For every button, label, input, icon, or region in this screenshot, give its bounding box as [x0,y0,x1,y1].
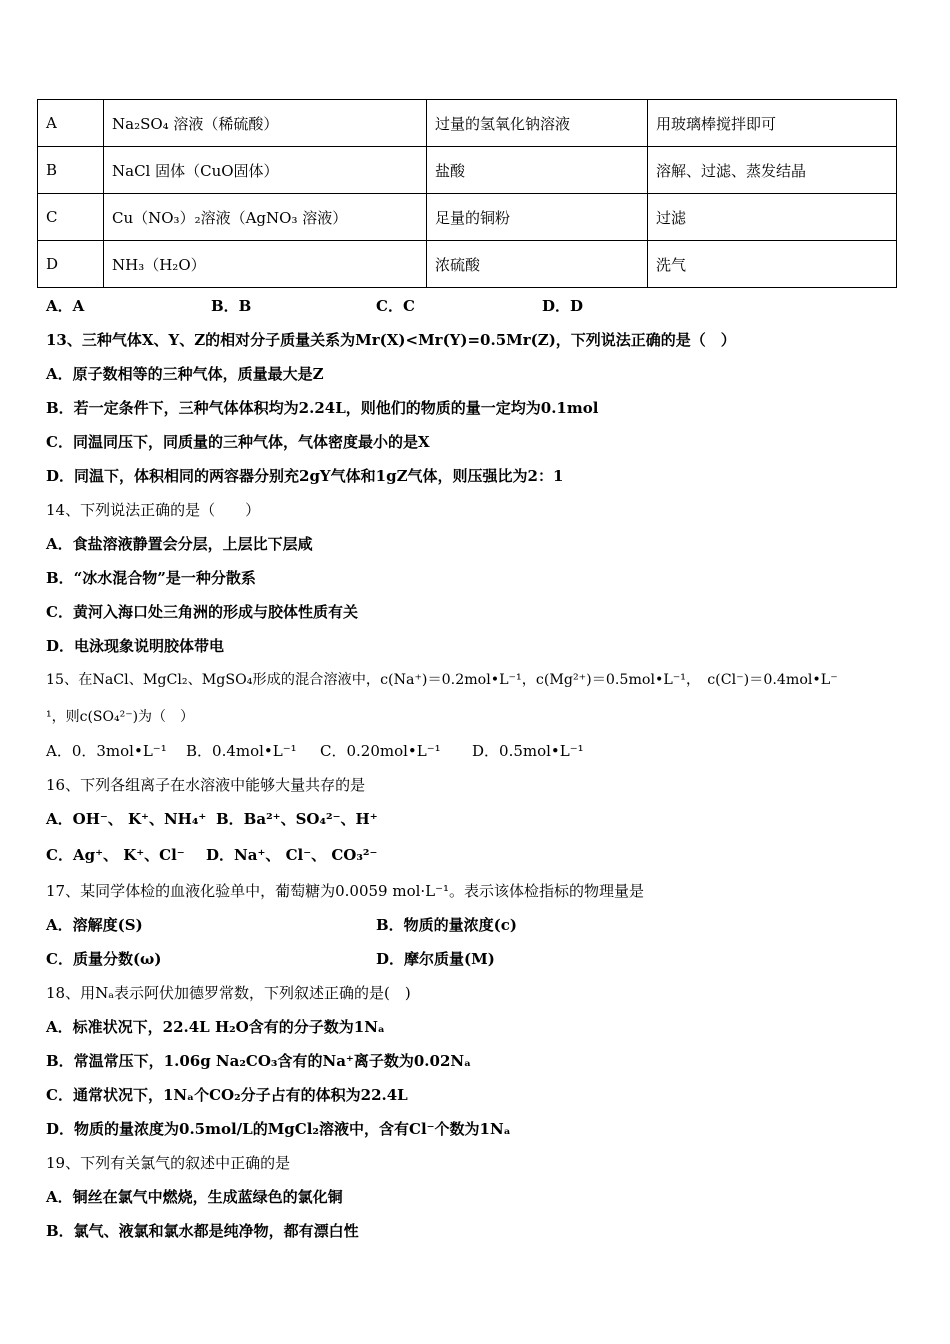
q19-stem: 19、下列有关氯气的叙述中正确的是 [46,1154,291,1172]
q19-option-a: A．铜丝在氯气中燃烧，生成蓝绿色的氯化铜 [46,1188,343,1206]
q18-option-d: D．物质的量浓度为0.5mol/L的MgCl₂溶液中，含有Cl⁻个数为1Nₐ [46,1120,511,1138]
table-cell: Cu（NO₃）₂溶液（AgNO₃ 溶液） [104,194,427,241]
table-cell: A [38,100,104,147]
q15-stem-line1: 15、在NaCl、MgCl₂、MgSO₄形成的混合溶液中，c(Na⁺)＝0.2mol•L⁻¹，c(Mg²⁺)＝0.5mol•L⁻¹， c(Cl⁻)＝0.4mol•L⁻ [46,672,838,688]
table-cell: NaCl 固体（CuO固体） [104,147,427,194]
table-cell: 浓硫酸 [427,241,648,288]
table-cell: 溶解、过滤、蒸发结晶 [648,147,897,194]
table-row [38,241,897,288]
q19-option-b: B．氯气、液氯和氯水都是纯净物，都有漂白性 [46,1222,359,1240]
table-cell: NH₃（H₂O） [104,241,427,288]
q17-stem: 17、某同学体检的血液化验单中，葡萄糖为0.0059 mol·L⁻¹。表示该体检指标的物理量是 [46,882,645,900]
q15-option-b: B．0.4mol•L⁻¹ [186,742,297,760]
table-cell: C [38,194,104,241]
q12-option-a: A．A [46,297,85,315]
table-cell: 洗气 [648,241,897,288]
q18-option-b: B．常温常压下，1.06g Na₂CO₃含有的Na⁺离子数为0.02Nₐ [46,1052,472,1070]
options-table [37,99,897,288]
table-cell: 足量的铜粉 [427,194,648,241]
q12-option-d: D．D [542,297,584,315]
q14-stem: 14、下列说法正确的是（ ） [46,501,261,519]
q18-option-a: A．标准状况下，22.4L H₂O含有的分子数为1Nₐ [46,1018,385,1036]
q15-stem-line2: ¹，则c(SO₄²⁻)为（ ） [46,709,195,725]
q12-option-b: B．B [211,297,252,315]
q15-option-c: C．0.20mol•L⁻¹ [320,742,441,760]
q18-option-c: C．通常状况下，1Nₐ个CO₂分子占有的体积为22.4L [46,1086,408,1104]
q14-option-d: D．电泳现象说明胶体带电 [46,637,225,655]
q15-option-a: A．0．3mol•L⁻¹ [46,742,167,760]
q16-option-c: C．Ag⁺、 K⁺、Cl⁻ [46,846,185,864]
q14-option-b: B．“冰水混合物”是一种分散系 [46,569,256,587]
q14-option-c: C．黄河入海口处三角洲的形成与胶体性质有关 [46,603,358,621]
table-row [38,194,897,241]
q14-option-a: A．食盐溶液静置会分层，上层比下层咸 [46,535,313,553]
table-row [38,147,897,194]
q13-option-a: A．原子数相等的三种气体，质量最大是Z [46,365,324,383]
q17-option-c: C．质量分数(ω) [46,950,162,968]
q16-option-a: A．OH⁻、 K⁺、NH₄⁺ [46,810,207,828]
table-cell: 过量的氢氧化钠溶液 [427,100,648,147]
q17-option-b: B．物质的量浓度(c) [376,916,518,934]
table-cell: Na₂SO₄ 溶液（稀硫酸） [104,100,427,147]
table-cell: D [38,241,104,288]
q15-option-d: D．0.5mol•L⁻¹ [472,742,584,760]
table-cell: 用玻璃棒搅拌即可 [648,100,897,147]
table-cell: 过滤 [648,194,897,241]
q18-stem: 18、用Nₐ表示阿伏加德罗常数，下列叙述正确的是( ) [46,984,411,1002]
table-row [38,100,897,147]
q16-stem: 16、下列各组离子在水溶液中能够大量共存的是 [46,776,366,794]
q13-option-b: B．若一定条件下，三种气体体积均为2.24L，则他们的物质的量一定均为0.1mol [46,399,599,417]
q16-option-b: B．Ba²⁺、SO₄²⁻、H⁺ [216,810,378,828]
table-cell: 盐酸 [427,147,648,194]
q13-option-d: D．同温下，体积相同的两容器分别充2gY气体和1gZ气体，则压强比为2：1 [46,467,564,485]
q17-option-d: D．摩尔质量(M) [376,950,495,968]
q17-option-a: A．溶解度(S) [46,916,143,934]
q13-stem: 13、三种气体X、Y、Z的相对分子质量关系为Mr(X)<Mr(Y)=0.5Mr(Z)，下列说法正确的是（ ） [46,331,736,349]
q12-option-c: C．C [376,297,415,315]
table-cell: B [38,147,104,194]
q13-option-c: C．同温同压下，同质量的三种气体，气体密度最小的是X [46,433,430,451]
q16-option-d: D．Na⁺、 Cl⁻、 CO₃²⁻ [206,846,378,864]
